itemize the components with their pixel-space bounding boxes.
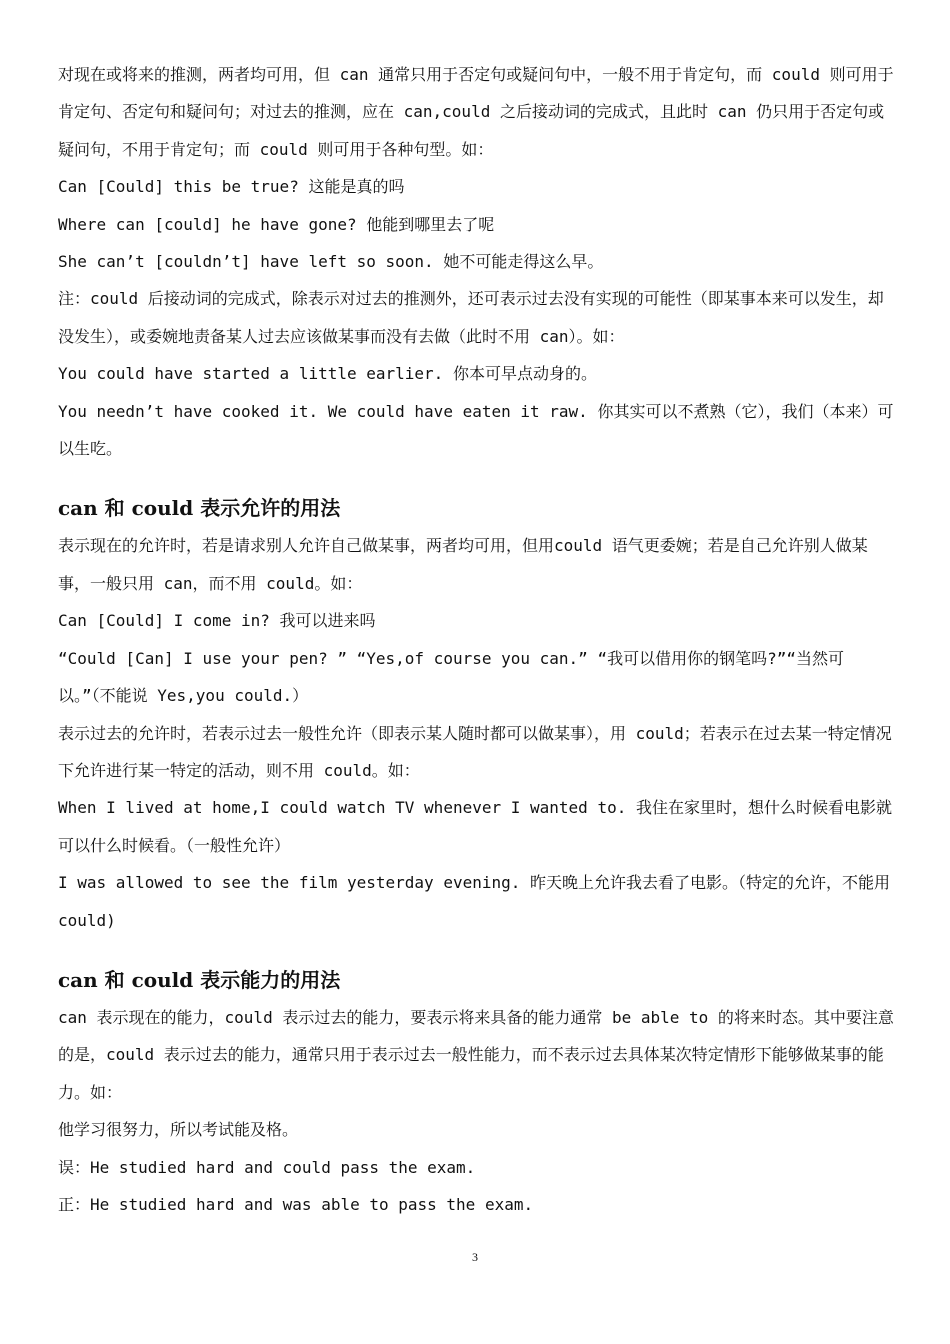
example-line: Where can [could] he have gone? 他能到哪里去了呢 [58, 214, 495, 234]
example-line: I was allowed to see the film yesterday evening. 昨天晚上允许我去看了电影。（特定的允许，不能用 could) [58, 873, 891, 930]
section-heading-ability: can 和 could 表示能力的用法 [58, 967, 341, 992]
example-wrong: 误：He studied hard and could pass the exam. [58, 1157, 476, 1177]
example-line: You needn’t have cooked it. We could have eaten it raw. 你其实可以不煮熟（它），我们（本来）可以生吃。 [58, 401, 894, 459]
section-heading-permission: can 和 could 表示允许的用法 [58, 496, 341, 521]
example-line: Can [Could] this be true? 这能是真的吗 [58, 177, 405, 197]
example-line: She can’t [couldn’t] have left so soon. 她不可能走得这么早。 [58, 252, 604, 272]
paragraph-speculation: 对现在或将来的推测，两者均可用，但 can 通常只用于否定句或疑问句中，一般不用于肯定句，而 could 则可用于肯定句、否定句和疑问句；对过去的推测，应在 can,could 之后接动词的完成式，且此时 can 仍只用于否定句或疑问句，不用于肯定句；而 could 则可用于各种句型。如： [58, 65, 894, 159]
page-number: 3 [472, 1250, 478, 1264]
paragraph-permission-present: 表示现在的允许时，若是请求别人允许自己做某事，两者均可用，但用could 语气更委婉；若是自己允许别人做某事，一般只用 can，而不用 could。如： [58, 536, 868, 593]
example-line: “Could [Can] I use your pen? ” “Yes,of course you can.” “我可以借用你的钢笔吗?”“当然可以。”（不能说 Yes,you could.） [58, 648, 844, 706]
note-paragraph: 注：could 后接动词的完成式，除表示对过去的推测外，还可表示过去没有实现的可能性（即某事本来可以发生，却没发生），或委婉地责备某人过去应该做某事而没有去做（此时不用 can）。如： [58, 289, 884, 346]
example-line: 他学习很努力，所以考试能及格。 [58, 1120, 299, 1140]
document-page [58, 56, 894, 1223]
paragraph-permission-past: 表示过去的允许时，若表示过去一般性允许（即表示某人随时都可以做某事），用 could；若表示在过去某一特定情况下允许进行某一特定的活动，则不用 could。如： [58, 723, 892, 780]
example-line: When I lived at home,I could watch TV whenever I wanted to. 我住在家里时，想什么时候看电影就可以什么时候看。（一般性允许） [58, 798, 892, 855]
example-correct: 正：He studied hard and was able to pass the exam. [58, 1194, 534, 1214]
paragraph-ability: can 表示现在的能力，could 表示过去的能力，要表示将来具备的能力通常 be able to 的将来时态。其中要注意的是，could 表示过去的能力，通常只用于表示过去一般性能力，而不表示过去具体某次特定情形下能够做某事的能力。如： [58, 1007, 894, 1102]
example-line: Can [Could] I come in? 我可以进来吗 [58, 611, 376, 631]
example-line: You could have started a little earlier. 你本可早点动身的。 [58, 364, 597, 384]
